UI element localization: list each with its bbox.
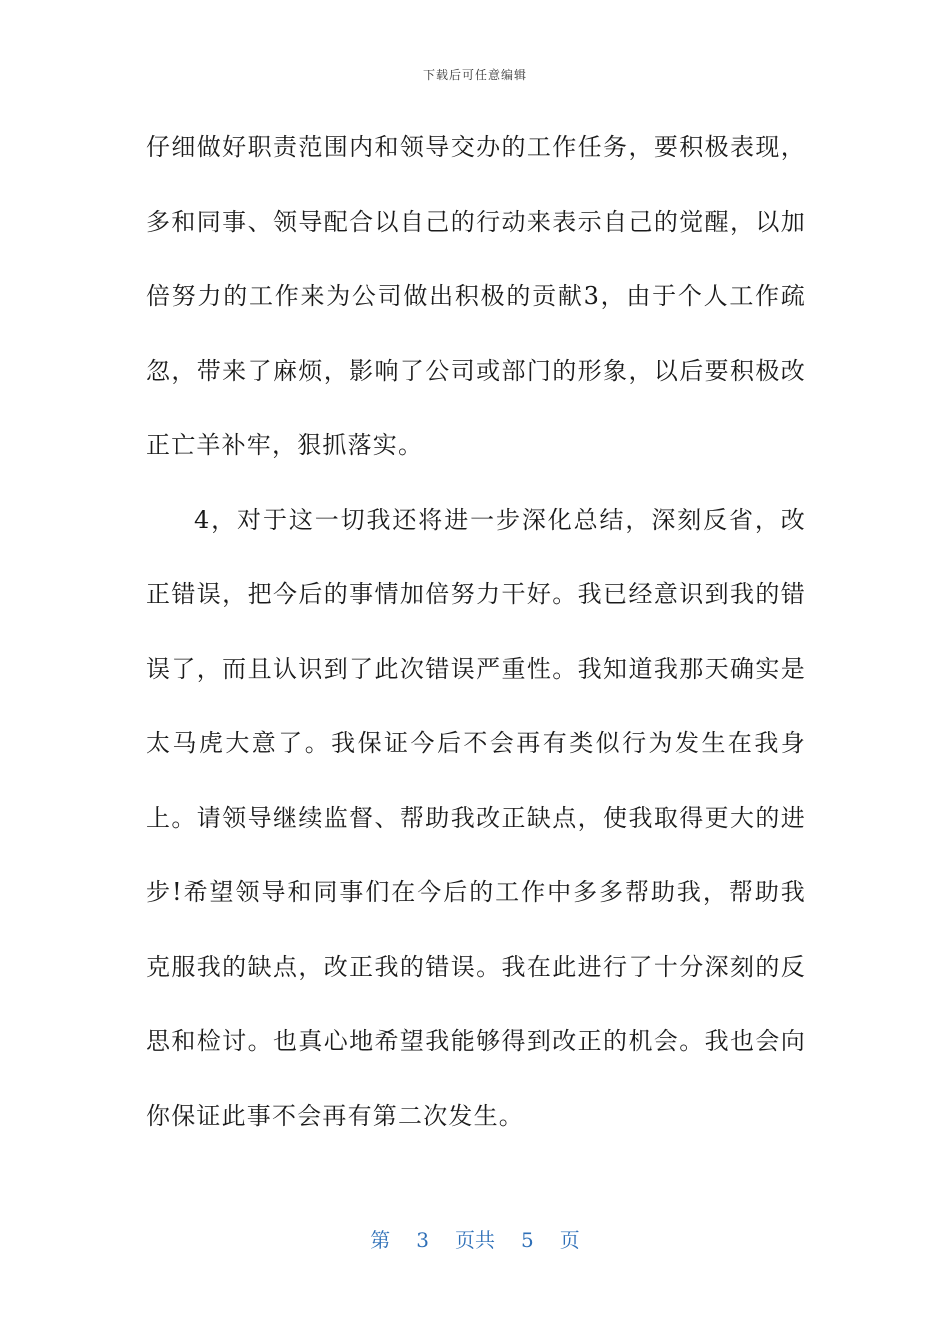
footer-suffix: 页 [559,1228,580,1252]
footer-middle: 页共 [455,1228,495,1252]
page-number-footer [0,1224,950,1253]
header-note: 下载后可任意编辑 [422,68,527,82]
footer-prefix: 第 [370,1228,391,1252]
footer-total-pages: 5 [521,1228,534,1252]
document-body [146,110,806,1153]
paragraph-1: 仔细做好职责范围内和领导交办的工作任务，要积极表现，多和同事、领导配合以自己的行动来表示自己的觉醒，以加倍努力的工作来为公司做出积极的贡献3，由于个人工作疏忽，带来了麻烦，影响了公司或部门的形象，以后要积极改正亡羊补牢，狠抓落实。 [146,133,806,459]
paragraph-2: 4，对于这一切我还将进一步深化总结，深刻反省，改正错误，把今后的事情加倍努力干好。我已经意识到我的错误了，而且认识到了此次错误严重性。我知道我那天确实是太马虎大意了。我保证今后不会再有类似行为发生在我身上。请领导继续监督、帮助我改正缺点，使我取得更大的进步!希望领导和同事们在今后的工作中多多帮助我，帮助我克服我的缺点，改正我的错误。我在此进行了十分深刻的反思和检讨。也真心地希望我能够得到改正的机会。我也会向你保证此事不会再有第二次发生。 [146,505,806,1130]
footer-current-page: 3 [416,1228,429,1252]
